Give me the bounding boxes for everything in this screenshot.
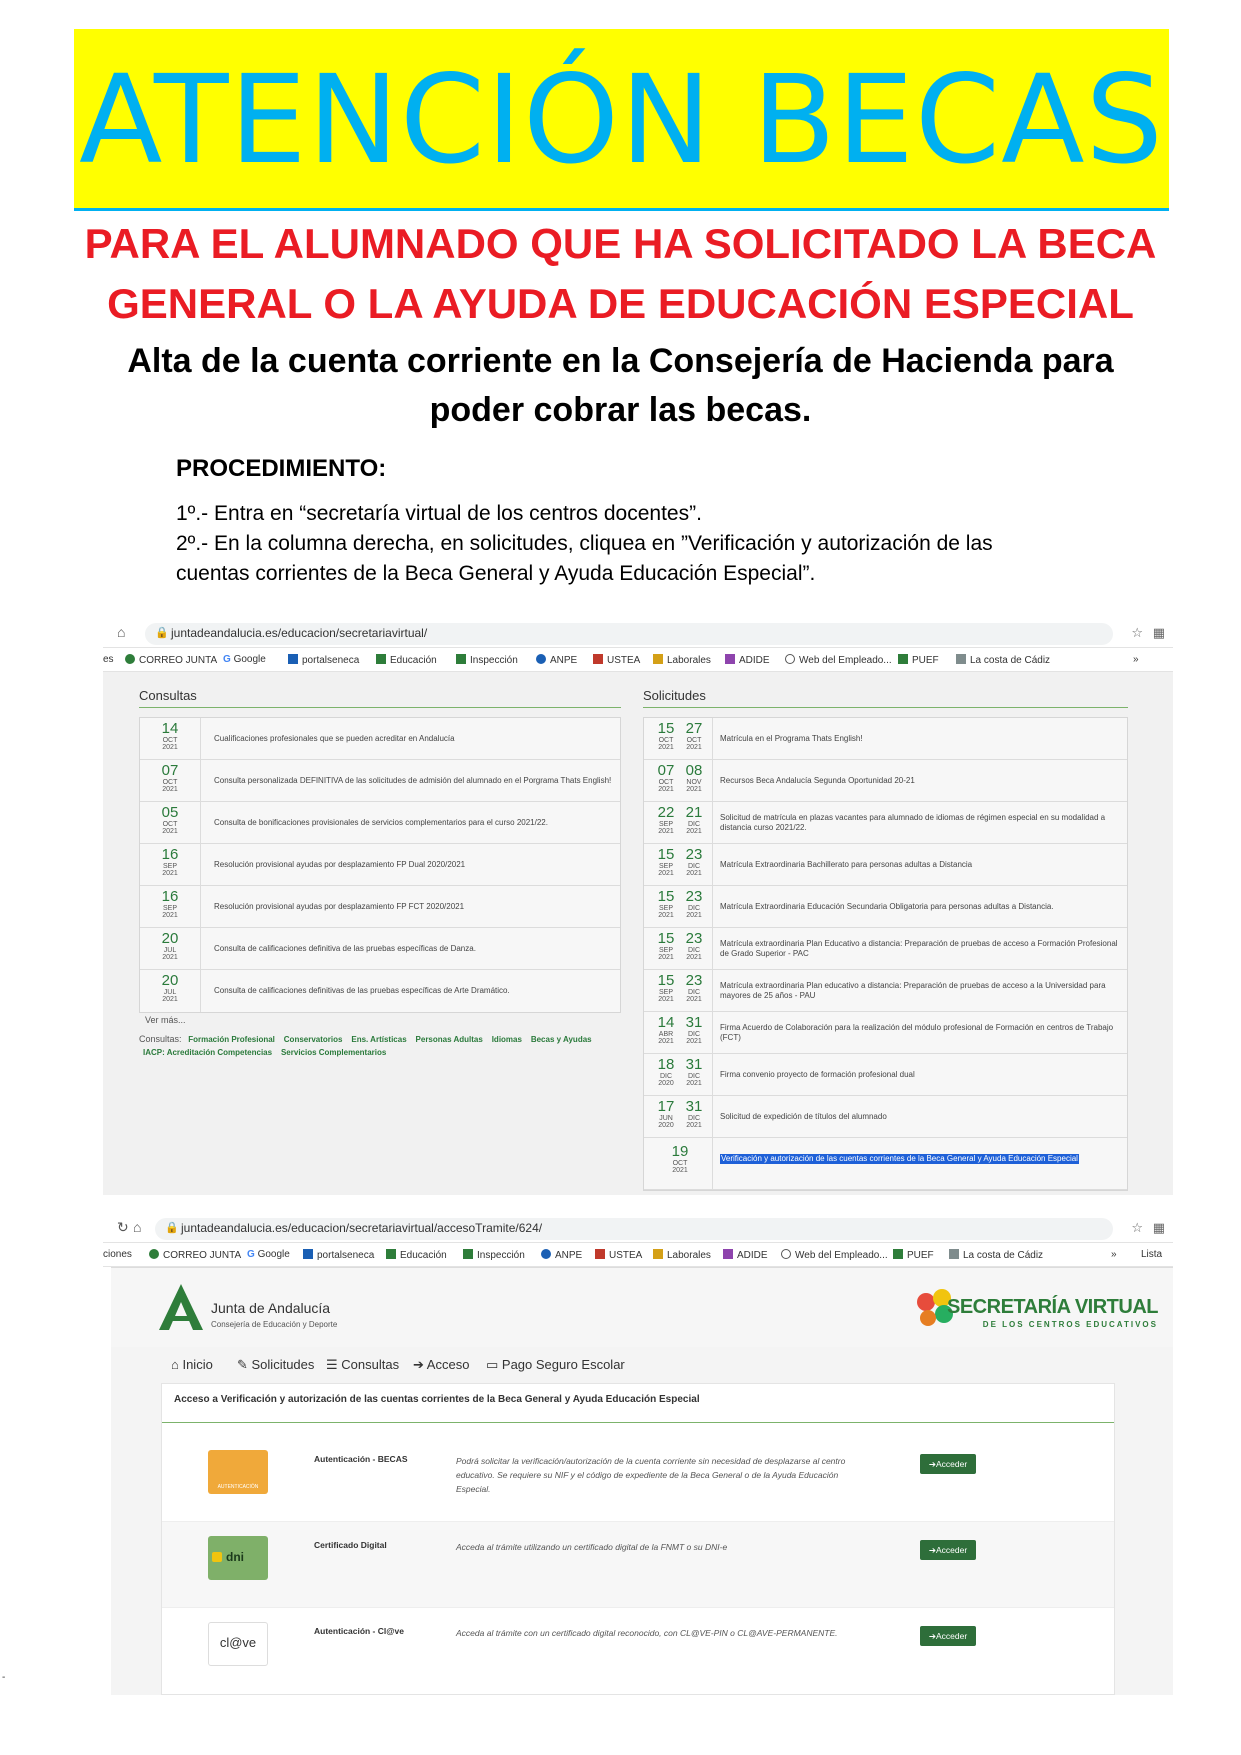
- junta-icon: [463, 1249, 473, 1259]
- date-badge: 31 DIC 2021: [685, 1014, 703, 1045]
- dni-icon: dni: [208, 1536, 268, 1580]
- acceso-panel: [161, 1383, 1115, 1695]
- adide-icon: [723, 1249, 733, 1259]
- main-menu: [111, 1347, 1173, 1383]
- item-text[interactable]: Resolución provisional ayudas por desplazamiento FP Dual 2020/2021: [214, 860, 466, 869]
- method-description: Acceda al trámite con un certificado digital reconocido, con CL@VE-PIN o CL@AVE-PERMANENTE.: [456, 1628, 838, 1638]
- bookmark-item[interactable]: portalseneca: [303, 1249, 374, 1261]
- item-text[interactable]: Matrícula extraordinaria Plan educativo a distancia: Preparación de pruebas de acceso a la Universidad para mayores de 25 años - PAU: [720, 981, 1106, 1000]
- date-badge: 16 SEP 2021: [161, 846, 179, 877]
- bookmark-item[interactable]: CORREO JUNTA: [149, 1249, 241, 1261]
- list-item[interactable]: [644, 718, 1127, 760]
- list-item[interactable]: [644, 1054, 1127, 1096]
- date-badge: 23 DIC 2021: [685, 888, 703, 919]
- secretaria-page: [103, 672, 1173, 1195]
- login-icon: ➔: [413, 1357, 427, 1372]
- login-icon: ➔: [928, 1545, 936, 1555]
- url-text: juntadeandalucia.es/educacion/secretariavirtual/: [171, 626, 428, 640]
- headline-black-1: Alta de la cuenta corriente en la Consejería de Hacienda para: [127, 342, 1114, 380]
- junta-icon: [376, 654, 386, 664]
- list-item[interactable]: [140, 718, 620, 760]
- date-badge: 19 OCT 2021: [671, 1143, 689, 1174]
- item-text[interactable]: Firma convenio proyecto de formación profesional dual: [720, 1070, 915, 1079]
- ustea-icon: [593, 654, 603, 664]
- org-subtitle: Consejería de Educación y Deporte: [211, 1320, 338, 1329]
- junta-icon: [149, 1249, 159, 1259]
- more-bookmarks[interactable]: »: [1133, 654, 1139, 665]
- list-item[interactable]: [644, 886, 1127, 928]
- date-badge: 15 SEP 2021: [657, 888, 675, 919]
- date-badge: 31 DIC 2021: [685, 1056, 703, 1087]
- url-text: juntadeandalucia.es/educacion/secretariavirtual/accesoTramite/624/: [181, 1221, 543, 1235]
- junta-icon: [898, 654, 908, 664]
- tag-link[interactable]: Servicios Complementarios: [280, 1048, 387, 1057]
- reading-list[interactable]: Lista: [1141, 1249, 1163, 1260]
- seneca-icon: [303, 1249, 313, 1259]
- bookmark-item[interactable]: ANPE: [536, 654, 577, 666]
- acceder-button[interactable]: ➔Acceder: [920, 1626, 976, 1646]
- anpe-icon: [541, 1249, 551, 1259]
- page-icon: [956, 654, 966, 664]
- card-icon: ▭: [486, 1357, 502, 1372]
- list-item[interactable]: [140, 844, 620, 886]
- date-badge: 31 DIC 2021: [685, 1098, 703, 1129]
- auth-method-becas: [162, 1436, 1114, 1522]
- address-bar: [103, 1215, 1173, 1243]
- menu-inicio[interactable]: ⌂ Inicio: [171, 1357, 213, 1372]
- banner-title: ATENCIÓN BECAS: [79, 49, 1164, 191]
- menu-acceso[interactable]: ➔ Acceso: [413, 1357, 470, 1372]
- bookmark-item[interactable]: Educación: [386, 1249, 447, 1261]
- menu-pago-seguro[interactable]: ▭ Pago Seguro Escolar: [486, 1357, 625, 1372]
- bookmark-item[interactable]: G Google: [247, 1249, 290, 1260]
- bookmark-item[interactable]: Web del Empleado...: [781, 1249, 888, 1261]
- org-title: Junta de Andalucía: [211, 1300, 331, 1316]
- tag-link[interactable]: Becas y Ayudas: [530, 1035, 592, 1044]
- laborales-icon: [653, 654, 663, 664]
- footer-dash: -: [2, 1672, 6, 1683]
- item-text[interactable]: Consulta personalizada DEFINITIVA de las solicitudes de admisión del alumnado en el Porgrama Thats English!: [214, 776, 612, 785]
- login-icon: ➔: [928, 1631, 936, 1641]
- list-item[interactable]: [644, 970, 1127, 1012]
- list-item[interactable]: [644, 760, 1127, 802]
- menu-solicitudes[interactable]: ✎ Solicitudes: [237, 1357, 315, 1372]
- item-text[interactable]: Resolución provisional ayudas por desplazamiento FP FCT 2020/2021: [214, 902, 465, 911]
- globe-icon: [785, 654, 795, 664]
- method-name: Certificado Digital: [314, 1540, 387, 1550]
- highlighted-link[interactable]: Verificación y autorización de las cuentas corrientes de la Beca General y Ayuda Educación Especial: [721, 1154, 1078, 1163]
- list-item-highlighted[interactable]: [644, 1138, 1127, 1190]
- extension-icon[interactable]: ▦: [1152, 625, 1165, 640]
- laborales-icon: [653, 1249, 663, 1259]
- bookmark-item[interactable]: La costa de Cádiz: [949, 1249, 1043, 1261]
- bookmark-item[interactable]: Educación: [376, 654, 437, 666]
- step-1: 1º.- Entra en “secretaría virtual de los centros docentes”.: [176, 502, 702, 525]
- item-text[interactable]: Cualificaciones profesionales que se pueden acreditar en Andalucía: [214, 734, 455, 743]
- date-badge: 17 JUN 2020: [657, 1098, 675, 1129]
- panel-title: Acceso a Verificación y autorización de las cuentas corrientes de la Beca General y Ayuda Educación Especial: [174, 1394, 700, 1405]
- more-bookmarks[interactable]: »: [1111, 1249, 1117, 1260]
- tag-link[interactable]: Formación Profesional: [188, 1035, 275, 1044]
- tag-link[interactable]: Ens. Artísticas: [351, 1035, 407, 1044]
- home-icon[interactable]: ⌂: [133, 1219, 142, 1235]
- date-badge: 15 SEP 2021: [657, 930, 675, 961]
- google-icon: G: [223, 654, 234, 665]
- junta-icon: [125, 654, 135, 664]
- date-badge: 23 DIC 2021: [685, 972, 703, 1003]
- item-text[interactable]: Solicitud de expedición de títulos del alumnado: [720, 1112, 887, 1121]
- list-item[interactable]: [140, 970, 620, 1012]
- tag-link[interactable]: Personas Adultas: [415, 1035, 483, 1044]
- date-badge: 23 DIC 2021: [685, 930, 703, 961]
- date-badge: 16 SEP 2021: [161, 888, 179, 919]
- divider: [162, 1422, 1114, 1423]
- login-icon: ➔: [928, 1459, 936, 1469]
- list-item[interactable]: [644, 802, 1127, 844]
- anpe-icon: [536, 654, 546, 664]
- bookmark-item[interactable]: ADIDE: [723, 1249, 768, 1261]
- list-item[interactable]: [140, 928, 620, 970]
- bookmark-item[interactable]: USTEA: [593, 654, 640, 666]
- adide-icon: [725, 654, 735, 664]
- consultas-title: Consultas: [139, 688, 197, 703]
- step-2-line-2: cuentas corrientes de la Beca General y Ayuda Educación Especial”.: [176, 562, 816, 585]
- tag-link[interactable]: Conservatorios: [283, 1035, 343, 1044]
- item-text[interactable]: [720, 1138, 1122, 1180]
- date-badge: 22 SEP 2021: [657, 804, 675, 835]
- step-2-line-1: 2º.- En la columna derecha, en solicitudes, cliquea en ”Verificación y autorización de las: [176, 532, 993, 555]
- acceder-button[interactable]: ➔Acceder: [920, 1454, 976, 1474]
- method-name: Autenticación - Cl@ve: [314, 1626, 404, 1636]
- date-badge: 27 OCT 2021: [685, 720, 703, 751]
- bookmark-item[interactable]: Laborales: [653, 1249, 711, 1261]
- bookmark-item[interactable]: Inspección: [456, 654, 518, 666]
- tag-link[interactable]: Idiomas: [491, 1035, 522, 1044]
- headline-red-1: PARA EL ALUMNADO QUE HA SOLICITADO LA BECA: [84, 220, 1157, 267]
- screenshot-acceso-tramite: [103, 1215, 1173, 1695]
- screenshot-secretaria-virtual: [103, 620, 1173, 1195]
- consultas-list: [139, 717, 621, 1013]
- list-item[interactable]: [644, 844, 1127, 886]
- date-badge: 15 SEP 2021: [657, 846, 675, 877]
- item-text[interactable]: Consulta de calificaciones definitiva de las pruebas específicas de Danza.: [214, 944, 476, 953]
- headline-black-2: poder cobrar las becas.: [429, 391, 812, 429]
- lock-icon: 🔒: [165, 1222, 179, 1234]
- bookmark-item[interactable]: ANPE: [541, 1249, 582, 1261]
- bookmark-item[interactable]: Web del Empleado...: [785, 654, 892, 666]
- list-item[interactable]: [140, 886, 620, 928]
- date-badge: 14 OCT 2021: [161, 720, 179, 751]
- headline-red-2: GENERAL O LA AYUDA DE EDUCACIÓN ESPECIAL: [107, 280, 1134, 327]
- ustea-icon: [595, 1249, 605, 1259]
- date-badge: 07 OCT 2021: [161, 762, 179, 793]
- divider: [139, 707, 621, 708]
- page-icon: [949, 1249, 959, 1259]
- date-badge: 05 OCT 2021: [161, 804, 179, 835]
- menu-consultas[interactable]: ☰ Consultas: [326, 1357, 400, 1372]
- ver-mas-link[interactable]: Ver más...: [145, 1015, 186, 1025]
- bookmark-item[interactable]: PUEF: [893, 1249, 934, 1261]
- item-text[interactable]: Consulta de bonificaciones provisionales de servicios complementarios para el curso 2021/22.: [214, 818, 548, 827]
- method-description: Acceda al trámite utilizando un certificado digital de la FNMT o su DNI-e: [456, 1542, 728, 1552]
- procedure-title: PROCEDIMIENTO:: [176, 455, 387, 482]
- url-field[interactable]: [145, 623, 1113, 645]
- auth-method-certificado: [162, 1522, 1114, 1608]
- home-icon[interactable]: ⌂: [117, 624, 126, 640]
- method-name: Autenticación - BECAS: [314, 1454, 408, 1464]
- bookmark-item[interactable]: es: [103, 654, 114, 665]
- google-icon: G: [247, 1249, 258, 1260]
- list-icon: ☰: [326, 1357, 342, 1372]
- consultas-tags: [139, 1034, 592, 1044]
- home-icon: ⌂: [171, 1357, 183, 1372]
- item-text[interactable]: Matrícula extraordinaria Plan Educativo a distancia: Preparación de pruebas de acceso a Formación Profesional de Grado Superior - PAC: [720, 939, 1118, 958]
- reload-icon[interactable]: ↻: [117, 1219, 129, 1235]
- site-header: [111, 1267, 1173, 1347]
- item-text[interactable]: Matrícula Extraordinaria Educación Secundaria Obligatoria para personas adultas a Distancia.: [720, 902, 1054, 911]
- secretaria-title: SECRETARÍA VIRTUAL: [947, 1296, 1158, 1318]
- autenticacion-icon: AUTENTICACIÓN: [208, 1450, 268, 1494]
- consultas-label: Consultas:: [139, 1034, 182, 1044]
- item-text[interactable]: Matrícula Extraordinaria Bachillerato para personas adultas a Distancia: [720, 860, 973, 869]
- seneca-icon: [288, 654, 298, 664]
- bookmark-item[interactable]: Inspección: [463, 1249, 525, 1261]
- date-badge: 15 SEP 2021: [657, 972, 675, 1003]
- date-badge: 20 JUL 2021: [161, 930, 179, 961]
- date-badge: 15 OCT 2021: [657, 720, 675, 751]
- junta-icon: [456, 654, 466, 664]
- extension-icon[interactable]: ▦: [1152, 1220, 1165, 1235]
- acceso-page: [111, 1267, 1173, 1695]
- method-description: Podrá solicitar la verificación/autorización de la cuenta corriente sin necesidad de desplazarse al centro educativo. Se requiere su NIF y el código de expediente de la Beca General o de la Ayuda Educación Especial.: [456, 1456, 846, 1494]
- list-item[interactable]: [140, 802, 620, 844]
- date-badge: 07 OCT 2021: [657, 762, 675, 793]
- clave-icon: cl@ve: [208, 1622, 268, 1666]
- date-badge: 20 JUL 2021: [161, 972, 179, 1003]
- bookmark-item[interactable]: La costa de Cádiz: [956, 654, 1050, 666]
- bookmark-item[interactable]: portalseneca: [288, 654, 359, 666]
- acceder-button[interactable]: ➔Acceder: [920, 1540, 976, 1560]
- bookmarks-bar: [103, 1243, 1173, 1267]
- star-icon[interactable]: ☆: [1131, 625, 1143, 640]
- list-item[interactable]: [644, 1096, 1127, 1138]
- list-item[interactable]: [644, 1012, 1127, 1054]
- date-badge: 08 NOV 2021: [685, 762, 703, 793]
- auth-method-clave: [162, 1608, 1114, 1694]
- list-item[interactable]: [140, 760, 620, 802]
- bookmark-item[interactable]: ADIDE: [725, 654, 770, 666]
- consultas-tags-2: [143, 1048, 386, 1057]
- globe-icon: [781, 1249, 791, 1259]
- date-badge: 14 ABR 2021: [657, 1014, 675, 1045]
- tag-link[interactable]: IACP: Acreditación Competencias: [143, 1048, 273, 1057]
- item-text[interactable]: Matrícula en el Programa Thats English!: [720, 734, 863, 743]
- junta-icon: [893, 1249, 903, 1259]
- date-badge: 23 DIC 2021: [685, 846, 703, 877]
- bookmark-item[interactable]: USTEA: [595, 1249, 642, 1261]
- bookmarks-bar: [103, 648, 1173, 672]
- bookmark-item[interactable]: G Google: [223, 654, 266, 665]
- pencil-icon: ✎: [237, 1357, 252, 1372]
- item-text[interactable]: Firma Acuerdo de Colaboración para la realización del módulo profesional de Formación en centros de Trabajo (FCT): [720, 1023, 1114, 1042]
- junta-logo-icon: [157, 1282, 205, 1332]
- list-item[interactable]: [644, 928, 1127, 970]
- address-bar: [103, 620, 1173, 648]
- date-badge: 21 DIC 2021: [685, 804, 703, 835]
- junta-icon: [386, 1249, 396, 1259]
- url-field[interactable]: [155, 1218, 1113, 1240]
- date-badge: 18 DIC 2020: [657, 1056, 675, 1087]
- bookmark-item[interactable]: PUEF: [898, 654, 939, 666]
- secretaria-subtitle: DE LOS CENTROS EDUCATIVOS: [982, 1320, 1158, 1329]
- bookmark-item[interactable]: Laborales: [653, 654, 711, 666]
- item-text[interactable]: Solicitud de matrícula en plazas vacantes para alumnado de idiomas de régimen especial en su modalidad a distancia curso 2021/22.: [720, 813, 1106, 832]
- solicitudes-title: Solicitudes: [643, 688, 706, 703]
- item-text[interactable]: Consulta de calificaciones definitivas de las pruebas específicas de Arte Dramático.: [214, 986, 510, 995]
- star-icon[interactable]: ☆: [1131, 1220, 1143, 1235]
- banner: [74, 29, 1169, 211]
- bookmark-item[interactable]: ciones: [103, 1249, 132, 1260]
- item-text[interactable]: Recursos Beca Andalucía Segunda Oportunidad 20-21: [720, 776, 915, 785]
- solicitudes-list: [643, 717, 1128, 1191]
- divider: [643, 707, 1128, 708]
- lock-icon: 🔒: [155, 627, 169, 639]
- bookmark-item[interactable]: CORREO JUNTA: [125, 654, 217, 666]
